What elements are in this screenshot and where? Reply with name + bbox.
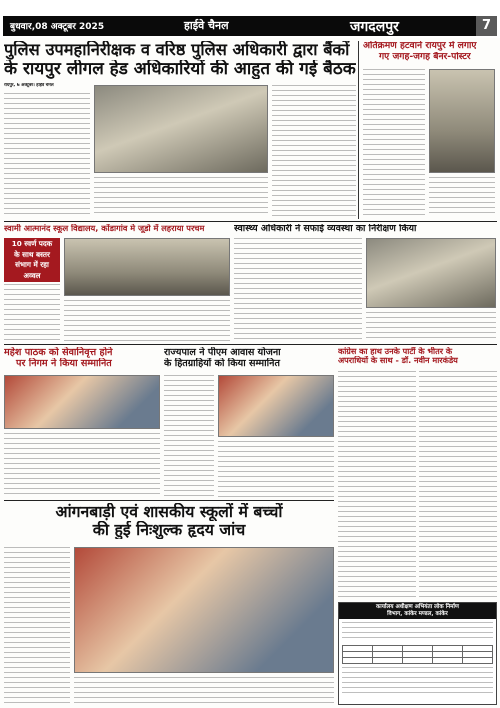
- health-text-col2: [366, 312, 496, 342]
- pmay-text-col1: [164, 375, 214, 497]
- pwd-tender-notice: [338, 602, 497, 705]
- sidebar-text-col1: [363, 69, 425, 217]
- school-photo-judo: [64, 238, 230, 296]
- notice-title-line2: विभाग, कांकेर मण्डल, कांकेर: [387, 611, 448, 617]
- school-story: [4, 224, 230, 342]
- congress-story: [338, 347, 497, 599]
- divider: [4, 344, 497, 345]
- congress-text-col1: [338, 371, 416, 599]
- school-headline: स्वामी आत्मानंद स्कूल विद्यालय, कोंडागांव मे जूडो में लहराया परचम: [4, 224, 205, 233]
- main-story: [4, 41, 356, 219]
- mahesh-photo-felicitation: [4, 375, 160, 429]
- health-story: [234, 224, 497, 342]
- notice-text: [342, 622, 493, 642]
- page-number: 7: [476, 16, 497, 36]
- school-inset-line4: अव्वल: [23, 270, 41, 280]
- school-inset-line2: के साथ बस्तर: [14, 249, 50, 259]
- anganwadi-photo-checkup: [74, 547, 334, 673]
- main-dateline: रायपुर, 6 अक्टूबर। हाईवे चैनल: [4, 83, 54, 88]
- mahesh-text: [4, 433, 160, 497]
- pmay-headline-line1: राज्यपाल ने पीएम आवास योजना: [164, 347, 281, 358]
- sidebar-headline-line2: गए जगह-जगह बैनर-पोस्टर: [379, 51, 471, 62]
- health-headline: स्वास्थ्य अधिकारी ने सफाई व्यवस्था का निरीक्षण किया: [234, 224, 417, 234]
- main-headline-line1: पुलिस उपमहानिरीक्षक व वरिष्ठ पुलिस अधिकारी द्वारा बैंकों: [4, 41, 350, 59]
- health-photo-inspection: [366, 238, 496, 308]
- anganwadi-text-col1: [4, 547, 70, 705]
- mahesh-headline-line1: महेश पाठक को सेवानिवृत्त होने: [4, 347, 113, 358]
- anganwadi-story: [4, 503, 334, 705]
- school-inset-box: [4, 238, 60, 282]
- main-text-col4: [272, 85, 356, 217]
- main-text-col1: [4, 93, 90, 217]
- anganwadi-headline-line1: आंगनबाड़ी एवं शासकीय स्कूलों में बच्चों: [55, 503, 283, 521]
- anganwadi-headline-line2: की हुई निःशुल्क हृदय जांच: [92, 521, 246, 540]
- notice-table: [342, 645, 493, 664]
- pmay-headline-line2: के हितग्राहियों को किया सम्मानित: [164, 358, 280, 370]
- notice-title-line1: कार्यालय अधीक्षण अभियंता लोक निर्माण: [376, 604, 459, 610]
- divider: [4, 500, 334, 501]
- school-inset-line1: 10 स्वर्ण पदक: [11, 239, 53, 248]
- masthead: [0, 0, 500, 38]
- anganwadi-text-bottom: [74, 677, 334, 705]
- main-text-below-photo: [94, 177, 268, 217]
- sidebar-headline-line1: अतिक्रमण हटवाने रायपुर में लगाए: [363, 41, 477, 51]
- masthead-paper-name: हाईवे चैनल: [184, 19, 229, 32]
- health-text-cols: [234, 238, 362, 342]
- pmay-photo-governor: [218, 375, 334, 437]
- congress-text-col2: [419, 371, 497, 599]
- main-photo-meeting: [94, 85, 268, 173]
- school-text-col1: [4, 284, 60, 342]
- mahesh-story: [4, 347, 160, 497]
- main-headline-line2: के रायपुर लीगल हेड अधिकारियों की आहुत की गई बैठक: [4, 59, 356, 79]
- pmay-text-col2: [218, 441, 334, 497]
- congress-headline-line1: कांग्रेस का हाथ उनके पार्टी के भीतर के: [338, 347, 453, 356]
- sidebar-story: [358, 41, 497, 219]
- school-text-col2: [64, 300, 230, 342]
- sidebar-photo-banner: [429, 69, 495, 173]
- sidebar-text-col2: [429, 177, 495, 217]
- divider: [4, 221, 497, 222]
- congress-headline-line2: अपराधियों के साथ - डॉ. नवीन मारकंडेय: [338, 356, 458, 366]
- masthead-date: बुधवार,08 अक्टूबर 2025: [10, 22, 105, 32]
- pmay-story: [164, 347, 334, 497]
- school-inset-line3: संभाग में रहा: [15, 260, 49, 269]
- masthead-city: जगदलपुर: [350, 19, 399, 35]
- notice-title: [339, 603, 496, 619]
- notice-footer-text: [342, 667, 493, 695]
- mahesh-headline-line2: पर निगम ने किया सम्मानित: [16, 358, 112, 370]
